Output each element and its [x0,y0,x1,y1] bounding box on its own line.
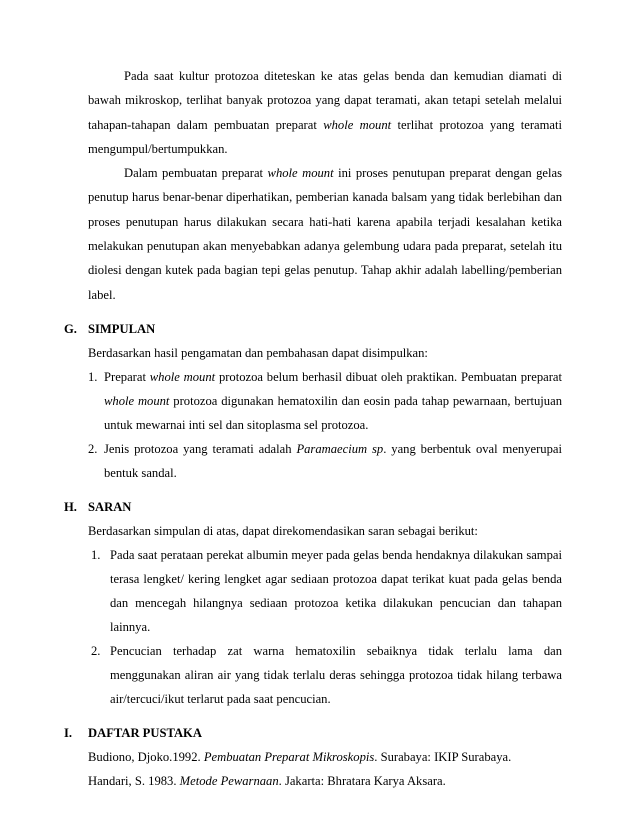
item-number: 1. [88,369,98,384]
intro-text: Dalam pembuatan preparat [124,166,268,181]
intro-paragraph-1 [88,64,562,161]
section-title: SARAN [88,499,132,514]
item-text: protozoa belum berhasil dibuat oleh praktikan. Pembuatan preparat [215,369,563,384]
reference-title: Metode Pewarnaan [179,773,279,788]
intro-term: whole mount [267,166,334,181]
item-text: Jenis protozoa yang teramati adalah [104,441,297,456]
section-title: SIMPULAN [88,321,156,336]
intro-term: whole mount [323,117,392,132]
reference-text: . Jakarta: Bhratara Karya Aksara. [278,773,446,788]
section-heading [64,495,562,519]
list-item [88,639,562,711]
reference-text: Budiono, Djoko.1992. [88,749,204,764]
intro-text: Pada saat kultur protozoa diteteskan ke atas gelas benda dan kemudian diamati di bawah mikroskop, terlihat banyak protozoa yang dapat teramati, akan tetapi setelah melalui tahapan-tahapan dalam pembuatan preparat [88,69,562,132]
conclusion-list [88,365,562,485]
list-item [88,543,562,639]
item-text: Preparat [104,369,150,384]
item-term: Paramaecium sp [296,441,384,456]
intro-paragraph-2 [88,161,562,307]
section-heading [64,317,562,341]
section-heading [64,721,562,745]
item-number: 2. [88,441,98,456]
suggestion-list [88,543,562,711]
section-daftar-pustaka [64,721,562,793]
item-text: . yang berbentuk oval menyerupai bentuk sandal. [104,441,562,480]
section-letter: H. [64,499,77,514]
section-simpulan [64,317,563,485]
item-number: 1. [91,547,101,562]
reference-text: . Surabaya: IKIP Surabaya. [374,749,512,764]
list-item [88,365,562,437]
intro-text: terlihat protozoa yang teramati mengumpul/bertumpukkan. [88,117,562,156]
section-title: DAFTAR PUSTAKA [88,725,202,740]
reference-entry [88,745,562,769]
page-content [64,64,563,793]
item-text: Pada saat perataan perekat albumin meyer pada gelas benda hendaknya dilakukan sampai terasa lengket/ kering lengket agar sediaan protozoa dapat terikat kuat pada gelas benda dan mencegah hilangnya sediaan protozoa ketika dilakukan pencucian dan tahapan lainnya. [110,547,562,634]
section-lead: Berdasarkan hasil pengamatan dan pembahasan dapat disimpulkan: [88,345,428,360]
intro-text: ini proses penutupan preparat dengan gelas penutup harus benar-benar diperhatikan, pemberian kanada balsam yang tidak berlebihan dan proses penutupan harus dilakukan secara hati-hati karena apabila terjadi kesalahan ketika melakukan penutupan akan menyebabkan adanya gelembung udara pada preparat, setelah itu diolesi dengan kutek pada bagian tepi gelas penutup. Tahap akhir adalah labelling/pemberian label. [88,166,562,302]
section-letter: I. [64,725,73,740]
item-text: Pencucian terhadap zat warna hematoxilin sebaiknya tidak terlalu lama dan menggunakan aliran air yang tidak terlalu deras sehingga protozoa tidak hilang terbawa air/tercuci/ikut terlarut pada saat pencucian. [110,643,562,706]
item-text: protozoa digunakan hematoxilin dan eosin pada tahap pewarnaan, bertujuan untuk mewarnai inti sel dan sitoplasma sel protozoa. [104,393,562,432]
item-term: whole mount [149,369,216,384]
reference-title: Pembuatan Preparat Mikroskopis [203,749,375,764]
item-term: whole mount [104,393,170,408]
reference-text: Handari, S. 1983. [88,773,180,788]
reference-entry [88,769,562,793]
section-lead: Berdasarkan simpulan di atas, dapat direkomendasikan saran sebagai berikut: [88,523,478,538]
item-number: 2. [91,643,101,658]
list-item [88,437,562,485]
section-letter: G. [64,321,77,336]
section-saran [64,495,562,711]
